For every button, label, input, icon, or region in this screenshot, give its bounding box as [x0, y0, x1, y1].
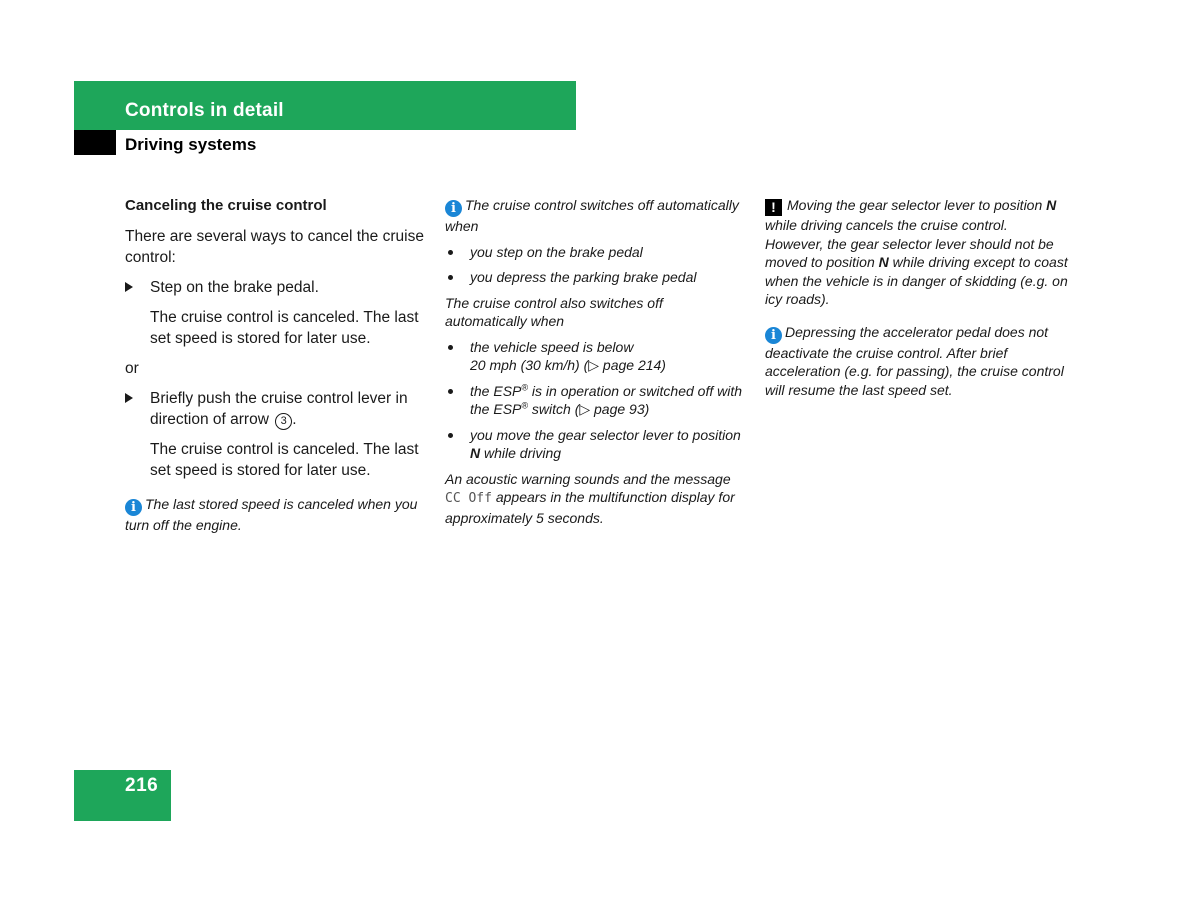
registered-mark: ®: [521, 400, 529, 411]
column-middle: [445, 196, 747, 534]
auto-off-list: [445, 243, 747, 287]
acoustic-warning-paragraph: [445, 470, 747, 528]
bullet-dot: [448, 275, 453, 280]
speed-line-2: 20 mph (30 km/h) (▷ page 214): [470, 357, 666, 373]
or-text: or: [125, 360, 139, 377]
step-brake-text: Step on the brake pedal.: [150, 279, 319, 296]
info-note-engine-text: The last stored speed is canceled when you turn off the engine.: [125, 496, 418, 533]
list-item: [445, 243, 747, 262]
bullet-dot: [448, 433, 453, 438]
list-item-text: you step on the brake pedal: [470, 243, 643, 260]
column-right: [765, 196, 1070, 406]
info-icon: i: [125, 499, 142, 516]
esp-text-c: switch (▷ page 93): [528, 401, 650, 417]
list-item-text: you depress the parking brake pedal: [470, 269, 697, 285]
step-brake-result: The cruise control is canceled. The last set speed is stored for later use.: [150, 309, 419, 347]
step-arrow-icon: [125, 282, 133, 292]
also-off-paragraph: The cruise control also switches off automatically when: [445, 294, 663, 329]
info-icon: i: [445, 200, 462, 217]
esp-text-a: the ESP: [470, 382, 522, 399]
gear-position-n: N: [878, 254, 889, 270]
warning-icon: !: [765, 199, 782, 216]
info-note-auto-off: [445, 196, 747, 236]
column-left: [125, 196, 425, 542]
list-item: [445, 338, 747, 375]
gear-position-n: N: [1046, 197, 1057, 213]
cancel-cruise-heading: Canceling the cruise control: [125, 197, 327, 214]
bullet-dot: [448, 250, 453, 255]
step-lever: [125, 388, 425, 430]
step-lever-period: .: [292, 411, 297, 428]
list-item: [445, 426, 747, 463]
step-lever-result: The cruise control is canceled. The last set speed is stored for later use.: [150, 441, 419, 479]
gear-position-n: N: [470, 445, 481, 461]
step-arrow-icon: [125, 393, 133, 403]
intro-paragraph: There are several ways to cancel the cruise control:: [125, 228, 424, 266]
registered-mark: ®: [521, 381, 529, 392]
warning-text-b: while driving cancels the cruise control. However, the gear selector lever should not be moved to position: [765, 217, 1054, 270]
warning-text-c: while driving except to coast when the vehicle is in danger of skidding (e.g. on icy roads).: [765, 254, 1068, 307]
warning-text-a: Moving the gear selector lever to position: [787, 197, 1047, 213]
display-message-cc-off: CC Off: [445, 491, 492, 506]
step-lever-text: Briefly push the cruise control lever in direction of arrow: [150, 390, 408, 428]
gear-text-a: you move the gear selector lever to position: [470, 426, 741, 443]
info-icon: i: [765, 327, 782, 344]
acoustic-text-b: appears in the multifunction display for approximately 5 seconds.: [445, 489, 735, 526]
bullet-dot: [448, 345, 453, 350]
info-note-accelerator-text: Depressing the accelerator pedal does not deactivate the cruise control. After brief acceleration (e.g. for passing), the cruise control will resume the last speed set.: [765, 323, 1064, 398]
gear-text-b: while driving: [480, 445, 562, 461]
subsection-marker: [74, 130, 116, 155]
speed-line-1: the vehicle speed is below: [470, 338, 634, 355]
info-note-accelerator: [765, 323, 1070, 400]
warning-note-gear: [765, 196, 1070, 309]
info-note-engine: [125, 495, 425, 535]
section-title: Controls in detail: [125, 100, 284, 121]
subsection-title: Driving systems: [125, 135, 257, 154]
esp-text-b: is in operation or switched off with the ESP: [470, 382, 743, 417]
step-brake: [125, 277, 425, 298]
info-note-auto-off-text: The cruise control switches off automatically when: [445, 197, 739, 234]
list-item: [445, 268, 747, 287]
arrow-number-3: 3: [275, 413, 292, 430]
acoustic-text-a: An acoustic warning sounds and the message: [445, 470, 731, 487]
page-number: 216: [125, 775, 159, 796]
also-off-list: [445, 338, 747, 463]
bullet-dot: [448, 389, 453, 394]
list-item: [445, 382, 747, 419]
